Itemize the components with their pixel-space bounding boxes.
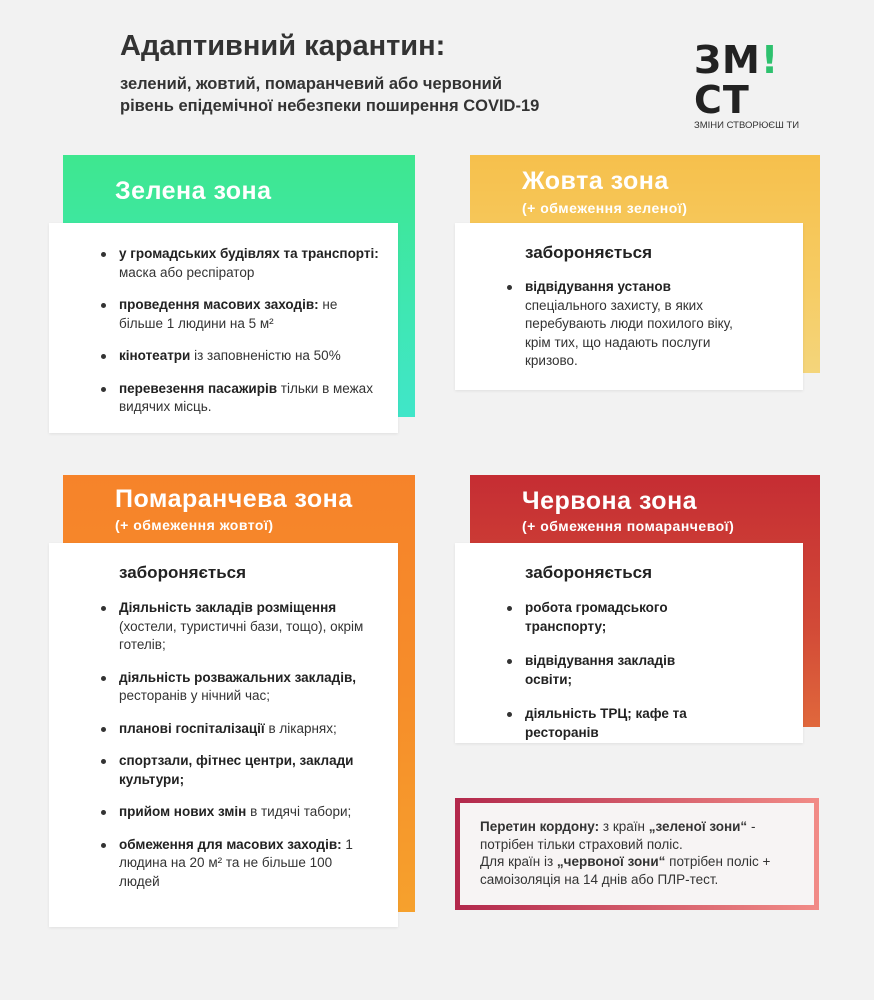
- list-item: проведення масових заходів: не більше 1 людини на 5 м²: [99, 296, 384, 333]
- red-zone-title: Червона зона: [522, 487, 698, 515]
- list-item: кінотеатри із заповненістю на 50%: [99, 347, 384, 366]
- border-crossing-box: [455, 798, 819, 910]
- red-zone-list: [505, 599, 725, 756]
- yellow-zone-list: [505, 278, 745, 385]
- subtitle-line-2: рівень епідемічної небезпеки поширення COVID-19: [120, 97, 540, 115]
- border-crossing-paragraph-2: Для країн із „червоної зони“ потрібен поліс + самоізоляція на 14 днів або ПЛР-тест.: [480, 854, 771, 887]
- list-item: планові госпіталізації в лікарнях;: [99, 720, 371, 739]
- list-item: робота громадського транспорту;: [505, 599, 725, 636]
- logo-wordmark: [694, 40, 804, 120]
- red-zone-heading: забороняється: [525, 563, 653, 582]
- list-item: відвідування закладів освіти;: [505, 652, 725, 689]
- list-item: Діяльність закладів розміщення (хостели, туристичні бази, тощо), окрім готелів;: [99, 599, 371, 655]
- list-item: у громадських будівлях та транспорті: маска або респіратор: [99, 245, 384, 282]
- zmist-logo: [694, 40, 804, 131]
- list-item: діяльність розважальних закладів, ресторанів у нічний час;: [99, 669, 371, 706]
- logo-word-b: !: [760, 38, 780, 82]
- yellow-zone-subtitle: (+ обмеження зеленої): [522, 200, 688, 216]
- orange-zone-card: [49, 543, 398, 927]
- border-crossing-text: [480, 818, 810, 888]
- yellow-zone-card: [455, 223, 803, 390]
- orange-zone-list: [99, 599, 371, 905]
- list-item: прийом нових змін в тидячі табори;: [99, 803, 371, 822]
- red-zone-card: [455, 543, 803, 743]
- green-zone-card: [49, 223, 398, 433]
- page-subtitle: [120, 73, 539, 117]
- orange-zone-heading: забороняється: [119, 563, 247, 582]
- list-item: перевезення пасажирів тільки в межах видячих місць.: [99, 380, 384, 417]
- page-title: Адаптивний карантин:: [120, 30, 446, 62]
- subtitle-line-1: зелений, жовтий, помаранчевий або червоний: [120, 75, 502, 93]
- yellow-zone-title: Жовта зона: [522, 167, 669, 195]
- red-zone-subtitle: (+ обмеження помаранчевої): [522, 518, 735, 534]
- logo-word-c: СТ: [694, 78, 750, 122]
- border-crossing-paragraph-1: Перетин кордону: з країн „зеленої зони“ - потрібен тільки страховий поліс.: [480, 819, 756, 852]
- list-item: відвідування установ спеціального захисту, в яких перебувають люди похилого віку, крім тих, що надають послуги кризово.: [505, 278, 745, 371]
- logo-word-a: ЗМ: [694, 38, 761, 82]
- orange-zone-subtitle: (+ обмеження жовтої): [115, 517, 274, 533]
- logo-slogan: ЗМІНИ СТВОРЮЄШ ТИ: [694, 120, 800, 131]
- list-item: обмеження для масових заходів: 1 людина на 20 м² та не більше 100 людей: [99, 836, 371, 892]
- orange-zone-title: Помаранчева зона: [115, 485, 353, 513]
- list-item: спортзали, фітнес центри, заклади культури;: [99, 752, 371, 789]
- yellow-zone-heading: забороняється: [525, 243, 653, 262]
- green-zone-title: Зелена зона: [115, 177, 272, 205]
- green-zone-list: [99, 245, 384, 431]
- list-item: діяльність ТРЦ; кафе та ресторанів: [505, 705, 725, 742]
